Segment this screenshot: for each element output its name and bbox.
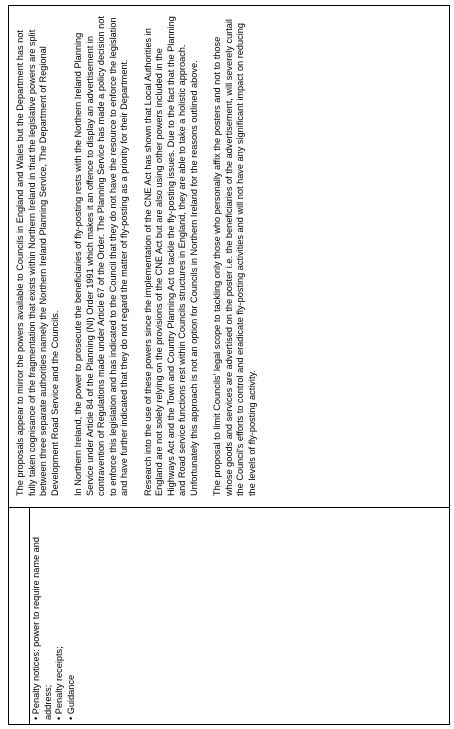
provisions-list-cell <box>31 514 77 720</box>
paragraph-fragmentation: The proposals appear to mirror the powers available to Councils in England and Wales but the Department has not fully taken cognisance of the fragmentation that exists within Northern Ireland in that the legislative powers are split between three separate authorities namely the Northern Ireland Planning Service, The Department of Regional Development Road Service and the Councils. <box>15 29 60 496</box>
column-divider <box>9 507 449 508</box>
list-item-guidance: • Guidance <box>65 674 76 720</box>
response-table <box>8 5 450 725</box>
paragraph-research: Research into the use of these powers since the implementation of the CNE Act has shown that Local Authorities in England are not solely relying on the provisions of the CNE Act but are also using other powers included in the Highways Act and the Town and Country Planning Act to tackle the fly-posting issues. Due to the fact that the Planning and Road service functions rest within Councils structures in England, they are able to take a holistic approach. Unfortunately this approach is not an option for Councils in Northern Ireland for the reasons outlined above. <box>142 16 199 496</box>
left-column-top-divider <box>29 508 30 724</box>
paragraph-legal-scope: The proposal to limit Councils' legal scope to tackling only those who personally affix the posters and not to those whose goods and services are advertised on the poster i.e. the beneficiaries of the advertisement, will severely curtail the Council's efforts to control and eradicate fly-posting activities and will not have any significant impact on reducing the levels of fly-posting activity. <box>212 19 257 496</box>
list-item-penalty-receipts: • Penalty receipts; <box>54 646 65 720</box>
comments-cell <box>15 14 270 496</box>
paragraph-planning-service: In Northern Ireland, the power to prosecute the beneficiaries of fly-posting rests with the Northern Ireland Planning Service under Article 84 of the Planning (NI) Order 1991 which makes it an offence to display an advertisement in contravention of Regulations made under Article 67 of the Order. The Planning Service has made a policy decision not to enforce this legislation and has indicated to the Council that they do not have the resource to enforce the legislation and have further indicated that they do not regard the matter of fly-posting as a priority for their Department. <box>72 16 130 496</box>
list-item-penalty-notices: • Penalty notices: power to require name and address; <box>31 537 53 720</box>
